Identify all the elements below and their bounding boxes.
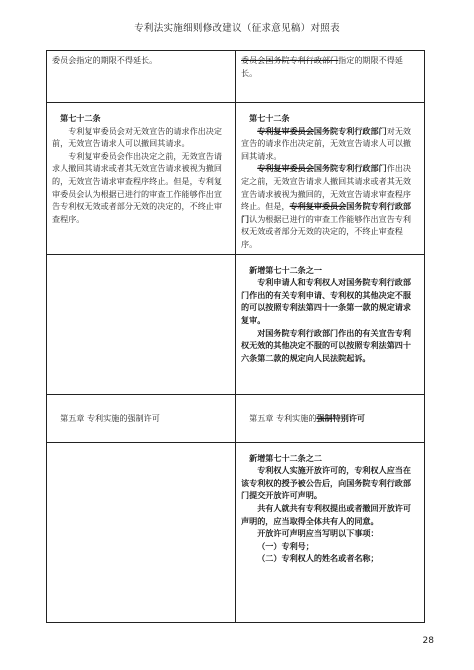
paragraph xyxy=(241,125,419,163)
article-title: 第七十二条 xyxy=(60,113,101,123)
original-cell xyxy=(47,394,236,442)
chapter-title: 第五章 专利实施的 xyxy=(249,412,317,423)
deleted-text: 专利复审委员会 xyxy=(289,201,347,212)
original-cell-empty xyxy=(47,254,236,394)
revised-text: 对无效宣告的请求作出决定前，无效宣告请求人可以撤回其请求。 xyxy=(241,125,412,161)
revised-text: 认为根据已进行的审查工作能够作出宣告专利权无效或者部分无效的决定的，不终止审查程序。 xyxy=(241,213,411,249)
added-text: 国务院专利行政部门 xyxy=(241,201,412,224)
original-cell-empty xyxy=(47,442,236,622)
original-text: 委员会指定的期限不得延长。 xyxy=(52,55,158,65)
table-row xyxy=(47,254,425,394)
paragraph: 对国务院专利行政部门作出的有关宣告专利权无效的其他决定不服的可以按照专利法第四十六条第二款的规定向人民法院起诉。 xyxy=(241,327,411,363)
original-cell xyxy=(47,103,236,255)
revised-text: 指定的期限不得延长。 xyxy=(241,55,403,78)
list-item: （二）专利权人的姓名或者名称； xyxy=(257,553,379,564)
revised-cell xyxy=(236,254,425,394)
table-row xyxy=(47,394,425,442)
revised-cell xyxy=(236,51,425,103)
deleted-text: 强制 xyxy=(316,412,333,423)
article-title: 新增第七十二条之一 xyxy=(249,264,322,275)
added-text: 国务院专利行政部门 xyxy=(313,163,387,174)
paragraph: 专利权人实施开放许可的，专利权人应当在该专利权的授予被公告后，向国务院专利行政部门提交开放许可声明。 xyxy=(241,465,411,501)
deleted-text: 专利复审委员会 xyxy=(257,163,314,174)
table-row xyxy=(47,103,425,255)
table-row xyxy=(47,442,425,622)
revised-text: 作出决定之前，无效宣告请求人撤回其请求或者其无效宣告请求被视为撤回的，无效宣告请求审查程序终止。但是， xyxy=(241,163,412,212)
paragraph: 开放许可声明应当写明以下事项： xyxy=(257,528,379,539)
article-title: 第七十二条 xyxy=(249,113,290,123)
page-number: 28 xyxy=(422,636,434,646)
paragraph xyxy=(241,162,419,250)
deleted-text: 委员会国务院专利行政部门 xyxy=(241,55,339,65)
deleted-text: 专利复审委员会 xyxy=(257,125,314,136)
paragraph: 专利申请人和专利权人对国务院专利行政部门作出的有关专利申请、专利权的其他决定不服的可以按照专利法第四十一条第一款的规定请求复审。 xyxy=(241,277,411,325)
page-header: 专利法实施细则修改建议（征求意见稿）对照表 xyxy=(134,23,340,34)
comparison-table xyxy=(46,50,425,623)
paragraph: 共有人就共有专利权提出或者撤回开放许可声明的，应当取得全体共有人的同意。 xyxy=(241,502,411,526)
list-item: （一）专利号； xyxy=(257,540,314,551)
chapter-title: 第五章 专利实施的强制许可 xyxy=(60,412,160,423)
revised-cell xyxy=(236,103,425,255)
table-row xyxy=(47,51,425,103)
revised-cell xyxy=(236,394,425,442)
added-text: 国务院专利行政部门 xyxy=(313,125,387,136)
revised-cell xyxy=(236,442,425,622)
original-cell xyxy=(47,51,236,103)
paragraph: 专利复审委员会对无效宣告的请求作出决定前，无效宣告请求人可以撤回其请求。 xyxy=(52,125,222,149)
article-title: 新增第七十二条之二 xyxy=(249,452,322,463)
paragraph: 专利复审委员会作出决定之前，无效宣告请求人撤回其请求或者其无效宣告请求被视为撤回的，无效宣告请求审查程序终止。但是，专利复审委员会认为根据已进行的审查工作能够作出宣告专利权无效或者部分无效的决定的，不终止审查程序。 xyxy=(52,150,222,224)
added-text: 特别许可 xyxy=(332,412,366,423)
